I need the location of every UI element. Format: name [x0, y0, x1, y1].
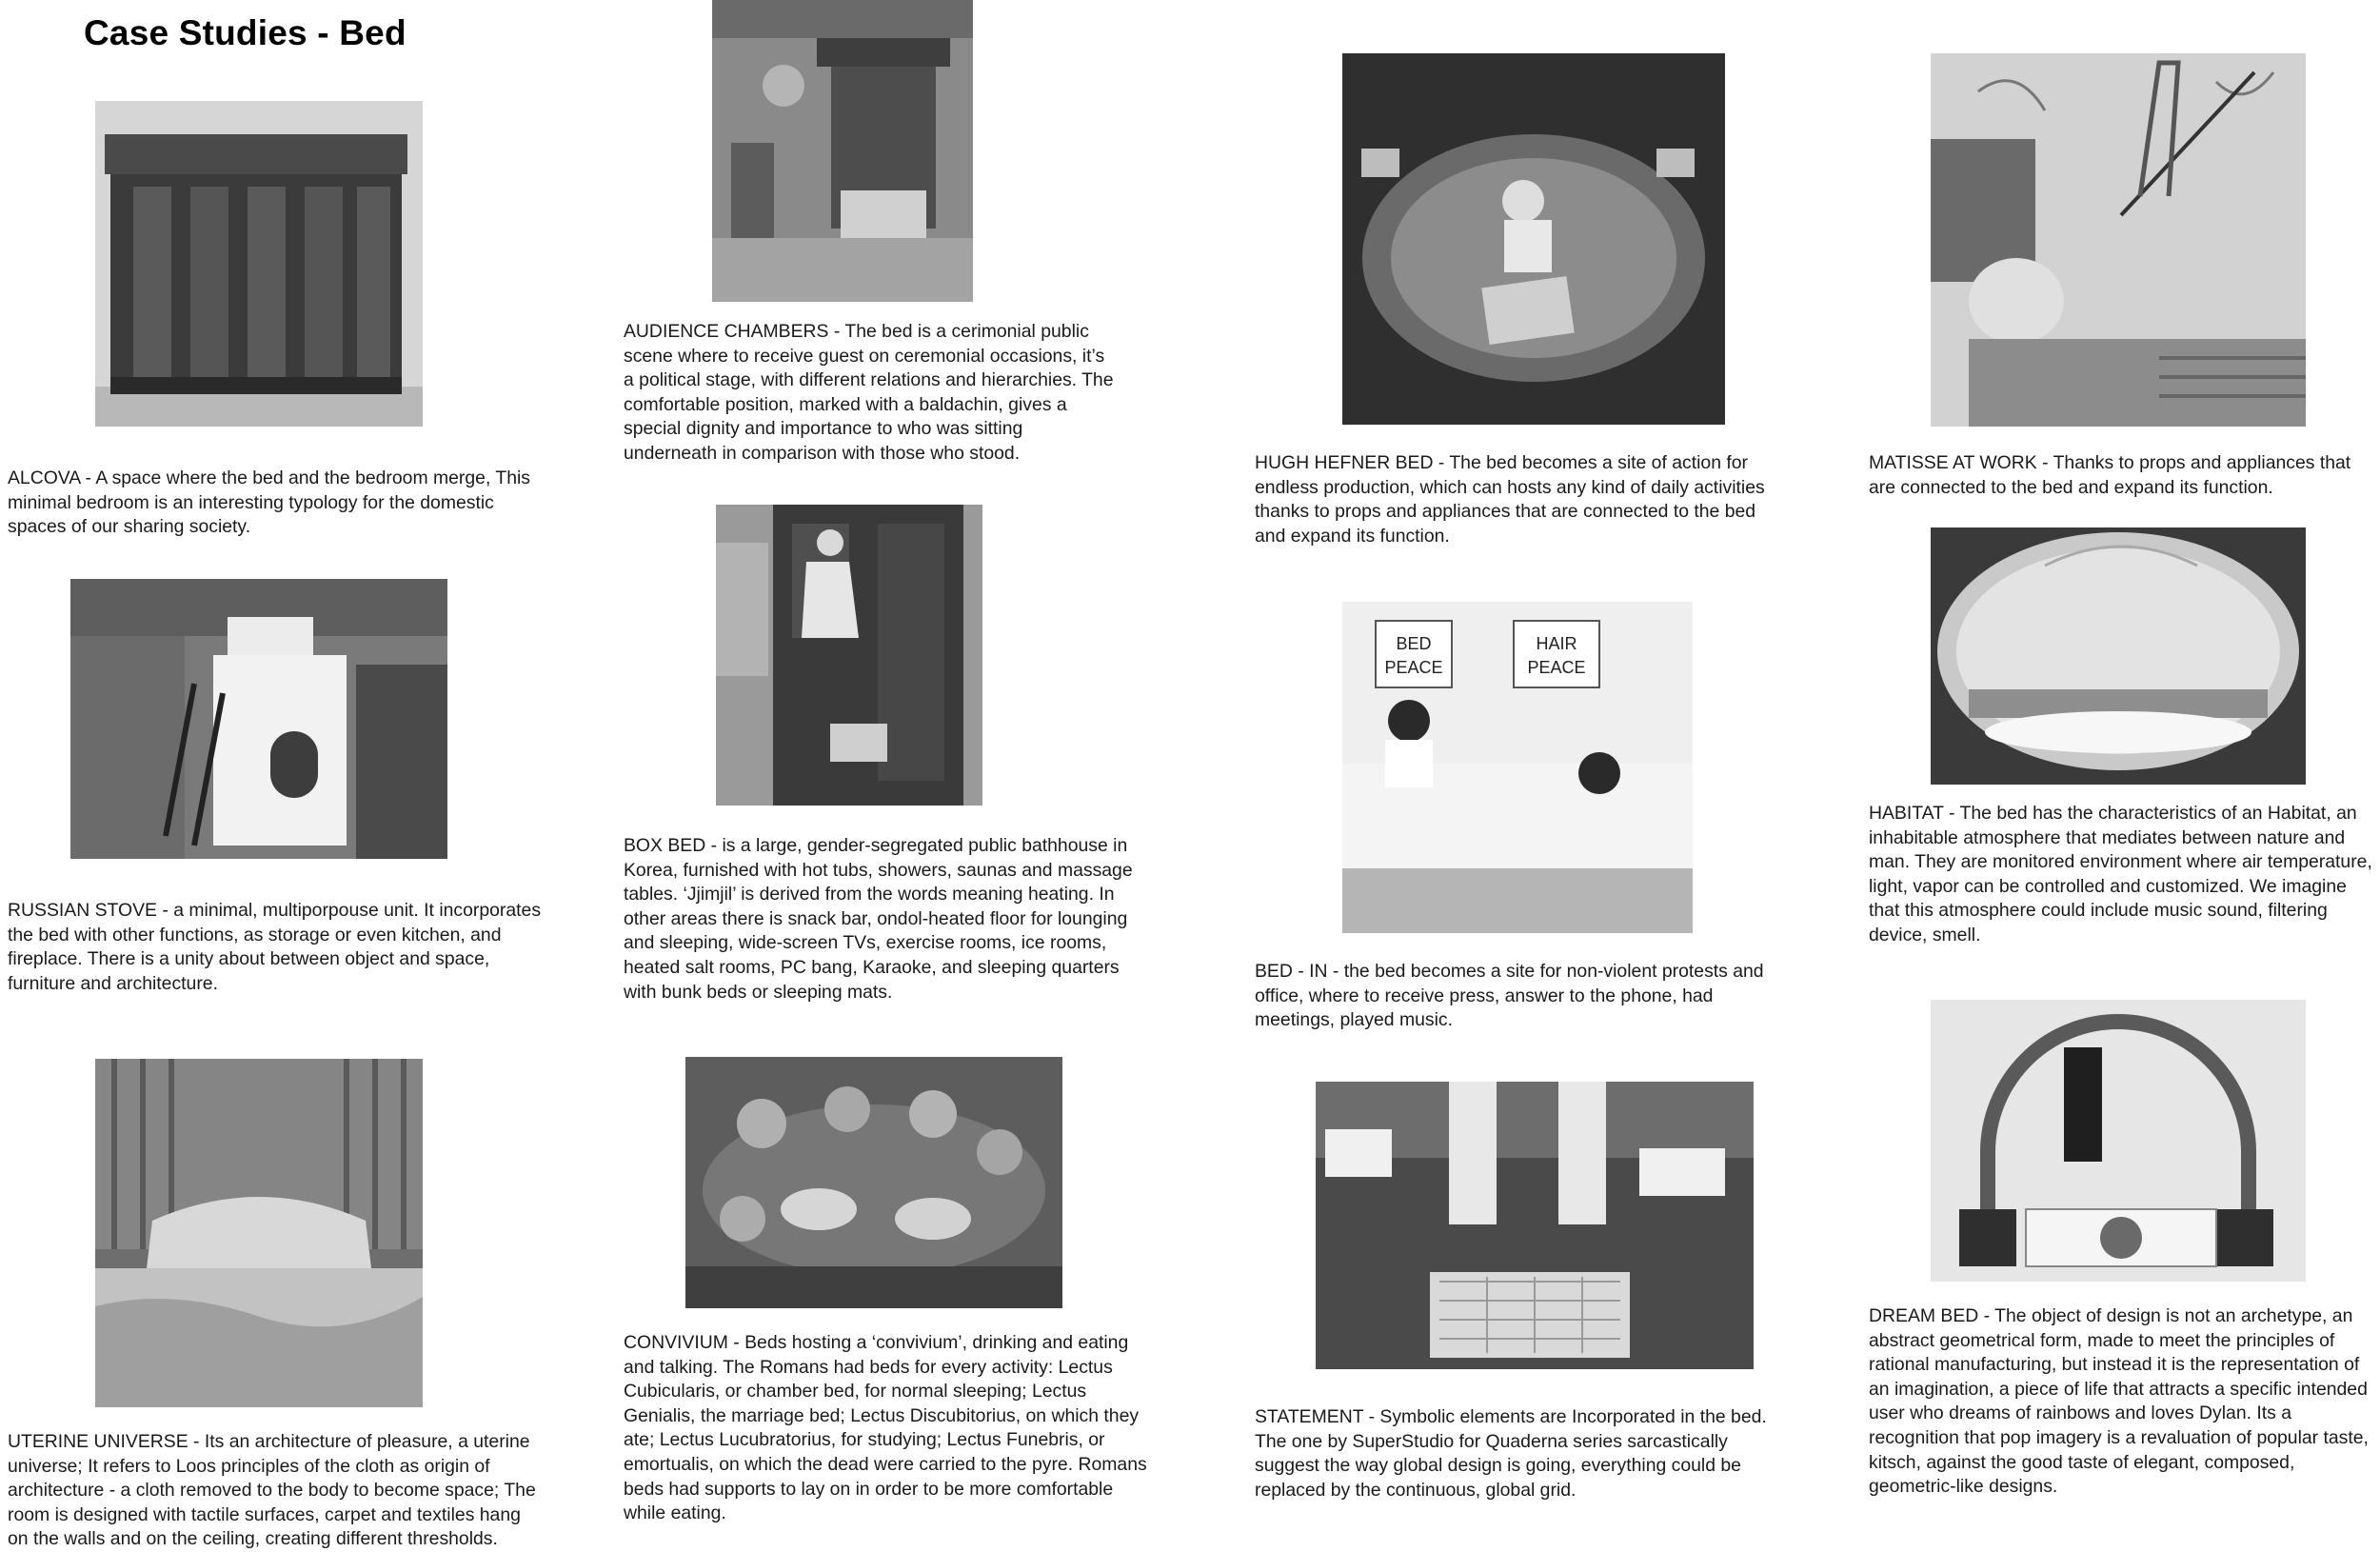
caption-hugh-hefner-bed: HUGH HEFNER BED - The bed becomes a site of action for endless production, which can hosts any kind of daily activities thanks to props and appliances that are connected to the bed and expand its function. — [1255, 452, 1765, 547]
box-bed-photo — [716, 505, 982, 806]
matisse-at-work-photo — [1931, 53, 2306, 427]
sign-hair-peace-line1: HAIR — [1536, 634, 1577, 653]
caption-convivium: CONVIVIUM - Beds hosting a ‘convivium’, drinking and eating and talking. The Romans had beds for every activity: Lectus Cubicularis, or chamber bed, for normal sleeping; Lectus Genialis, the marriage bed; Lectus Discubitorius, on which they ate; Lectus Lucubratorius, for studying; Lectus Funebris, or emortualis, on which the dead were carried to the pyre. Romans beds had supports to lay on in order to be more comfortable while eating. — [624, 1332, 1147, 1524]
statement-photo — [1316, 1082, 1754, 1369]
caption-alcova: ALCOVA - A space where the bed and the bedroom merge, This minimal bedroom is an interesting typology for the domestic spaces of our sharing society. — [8, 468, 531, 538]
audience-chambers-photo — [712, 0, 973, 302]
habitat-photo — [1931, 527, 2306, 785]
caption-dream-bed: DREAM BED - The object of design is not an archetype, an abstract geometrical form, made to meet the principles of rational manufacturing, but instead it is the representation of an imagination, a piece of life that attracts a specific intended user who dreams of rainbows and loves Dylan. Its a recognition that pop imagery is a revaluation of popular taste, kitsch, against the good taste of elegant, composed, geometric-like designs. — [1869, 1305, 2369, 1498]
caption-bed-in: BED - IN - the bed becomes a site for non-violent protests and office, where to receive press, answer to the phone, had meetings, played music. — [1255, 961, 1764, 1031]
russian-stove-photo — [70, 579, 447, 859]
bed-in-photo — [1342, 602, 1693, 933]
convivium-photo — [685, 1057, 1062, 1308]
sign-bed-peace-line1: BED — [1396, 634, 1432, 653]
caption-matisse-at-work: MATISSE AT WORK - Thanks to props and appliances that are connected to the bed and expand its function. — [1869, 452, 2351, 498]
sign-hair-peace-line2: PEACE — [1527, 658, 1586, 677]
page-title: Case Studies - Bed — [84, 13, 407, 52]
caption-audience-chambers: AUDIENCE CHAMBERS - The bed is a cerimonial public scene where to receive guest on ceremonial occasions, it’s a political stage, with different relations and hierarchies. The comfortable position, marked with a baldachin, gives a special dignity and importance to who was sitting underneath in comparison with those who stood. — [624, 321, 1114, 464]
caption-russian-stove: RUSSIAN STOVE - a minimal, multiporpouse unit. It incorporates the bed with other functions, as storage or even kitchen, and fireplace. There is a unity about between object and space, furniture and architecture. — [8, 900, 542, 994]
hugh-hefner-bed-photo — [1342, 53, 1725, 425]
caption-box-bed: BOX BED - is a large, gender-segregated public bathhouse in Korea, furnished with hot tubs, showers, saunas and massage tables. ‘Jjimjil’ is derived from the words meaning heating. In other areas there is snack bar, ondol-heated floor for lounging and sleeping, wide-screen TVs, exercise rooms, ice rooms, heated salt rooms, PC bang, Karaoke, and sleeping quarters with bunk beds or sleeping mats. — [624, 835, 1133, 1003]
caption-statement: STATEMENT - Symbolic elements are Incorporated in the bed. The one by SuperStudio for Quaderna series sarcastically suggest the way global design is going, everything could be replaced by the continuous, global grid. — [1255, 1406, 1767, 1501]
caption-uterine-universe: UTERINE UNIVERSE - Its an architecture of pleasure, a uterine universe; It refers to Loos principles of the cloth as origin of architecture - a cloth removed to the body to become space; The room is designed with tactile surfaces, carpet and textiles hang on the walls and on the ceiling, creating different thresholds. — [8, 1431, 536, 1550]
uterine-universe-photo — [95, 1059, 423, 1407]
caption-habitat: HABITAT - The bed has the characteristics of an Habitat, an inhabitable atmosphere that mediates between nature and man. They are monitored environment where air temperature, light, vapor can be controlled and customized. We imagine that this atmosphere could include music sound, filtering device, smell. — [1869, 803, 2372, 945]
sign-bed-peace-line2: PEACE — [1384, 658, 1443, 677]
alcova-photo — [95, 101, 423, 427]
dream-bed-photo — [1931, 1000, 2306, 1282]
